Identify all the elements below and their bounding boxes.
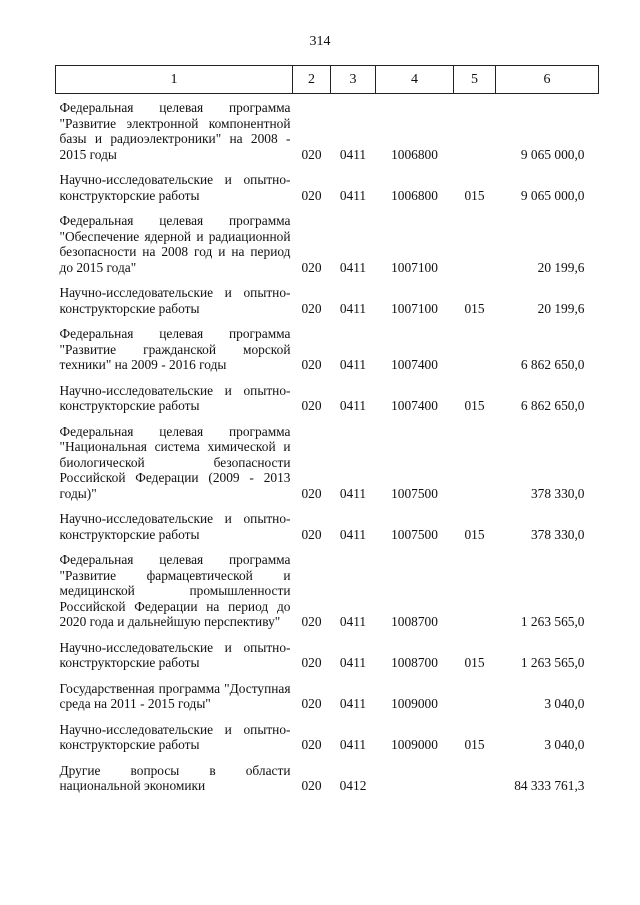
row-amount: 3 040,0 xyxy=(544,696,585,711)
row-ministry-code: 020 xyxy=(301,614,322,629)
row-amount: 20 199,6 xyxy=(537,259,585,275)
row-expense-type-code xyxy=(454,94,496,163)
table-row xyxy=(56,501,599,542)
column-header: 3 xyxy=(331,66,376,94)
row-expense-type-code xyxy=(454,414,496,502)
row-name: Научно-исследовательские и опытно-конструкторские работы xyxy=(59,382,291,413)
row-name: Федеральная целевая программа "Обеспечение ядерной и радиационной безопасности на 2008 год и на период до 2015 года" xyxy=(59,213,291,275)
row-ministry-code: 020 xyxy=(301,737,322,752)
column-header: 2 xyxy=(293,66,331,94)
row-target-article-code: 1006800 xyxy=(391,146,438,162)
table-row xyxy=(56,630,599,671)
row-expense-type-code: 015 xyxy=(464,187,485,203)
row-ministry-code: 020 xyxy=(301,300,322,316)
row-name: Федеральная целевая программа "Развитие электронной компонентной базы и радиоэлектроники" на 2008 - 2015 годы xyxy=(59,100,291,162)
row-ministry-code: 020 xyxy=(301,655,322,670)
row-name: Государственная программа "Доступная среда на 2011 - 2015 годы" xyxy=(59,680,291,711)
row-ministry-code: 020 xyxy=(301,526,322,542)
row-ministry-code: 020 xyxy=(301,778,322,793)
table-body xyxy=(56,94,599,794)
row-section-code: 0411 xyxy=(339,526,367,542)
row-amount: 1 263 565,0 xyxy=(520,655,585,670)
row-ministry-code: 020 xyxy=(301,485,322,501)
row-name: Научно-исследовательские и опытно-конструкторские работы xyxy=(59,721,291,752)
table-row xyxy=(56,203,599,275)
row-amount: 9 065 000,0 xyxy=(520,187,585,203)
row-ministry-code: 020 xyxy=(301,146,322,162)
row-name: Научно-исследовательские и опытно-конструкторские работы xyxy=(59,511,291,542)
column-header: 6 xyxy=(496,66,599,94)
row-ministry-code: 020 xyxy=(301,259,322,275)
row-section-code: 0411 xyxy=(339,485,367,501)
row-amount: 9 065 000,0 xyxy=(520,146,585,162)
row-amount: 84 333 761,3 xyxy=(514,778,585,793)
row-expense-type-code xyxy=(454,753,496,794)
row-name: Научно-исследовательские и опытно-конструкторские работы xyxy=(59,172,291,203)
row-ministry-code: 020 xyxy=(301,187,322,203)
row-expense-type-code: 015 xyxy=(464,398,485,413)
table-row xyxy=(56,94,599,163)
row-section-code: 0411 xyxy=(339,300,367,316)
row-expense-type-code xyxy=(454,671,496,712)
row-name: Федеральная целевая программа "Развитие гражданской морской техники" на 2009 - 2016 годы xyxy=(59,326,291,372)
column-header: 1 xyxy=(56,66,293,94)
row-expense-type-code xyxy=(454,542,496,630)
row-name: Федеральная целевая программа "Развитие фармацевтической и медицинской промышленности Российской Федерации на период до 2020 года и дальнейшую перспективу" xyxy=(59,552,291,629)
row-section-code: 0412 xyxy=(339,778,367,793)
table-row xyxy=(56,753,599,794)
table-row xyxy=(56,275,599,316)
row-target-article-code: 1008700 xyxy=(391,614,438,629)
row-target-article-code: 1007400 xyxy=(391,357,438,372)
row-section-code: 0411 xyxy=(339,146,367,162)
row-target-article-code: 1008700 xyxy=(391,655,438,670)
budget-table xyxy=(55,65,599,794)
row-target-article-code: 1009000 xyxy=(391,737,438,752)
row-target-article-code xyxy=(376,753,454,794)
table-row xyxy=(56,671,599,712)
table-row xyxy=(56,373,599,414)
row-expense-type-code xyxy=(454,316,496,373)
row-amount: 378 330,0 xyxy=(530,526,585,542)
row-section-code: 0411 xyxy=(339,614,367,629)
column-header: 5 xyxy=(454,66,496,94)
page-number: 314 xyxy=(309,34,331,49)
row-section-code: 0411 xyxy=(339,398,367,413)
row-amount: 3 040,0 xyxy=(544,737,585,752)
table-row xyxy=(56,712,599,753)
row-name: Федеральная целевая программа "Национальная система химической и биологической безопасности Российской Федерации (2009 - 2013 годы)" xyxy=(59,423,291,501)
row-amount: 6 862 650,0 xyxy=(520,357,585,372)
row-expense-type-code: 015 xyxy=(464,300,485,316)
row-target-article-code: 1006800 xyxy=(391,187,438,203)
row-section-code: 0411 xyxy=(339,737,367,752)
row-section-code: 0411 xyxy=(339,259,367,275)
row-ministry-code: 020 xyxy=(301,398,322,413)
row-ministry-code: 020 xyxy=(301,357,322,372)
row-expense-type-code: 015 xyxy=(464,655,485,670)
column-header: 4 xyxy=(376,66,454,94)
row-target-article-code: 1007100 xyxy=(391,300,438,316)
table-header-row xyxy=(56,66,599,94)
row-section-code: 0411 xyxy=(339,357,367,372)
row-section-code: 0411 xyxy=(339,187,367,203)
table-row xyxy=(56,162,599,203)
row-expense-type-code xyxy=(454,203,496,275)
row-target-article-code: 1009000 xyxy=(391,696,438,711)
row-name: Научно-исследовательские и опытно-конструкторские работы xyxy=(59,639,291,670)
row-amount: 6 862 650,0 xyxy=(520,398,585,413)
row-amount: 378 330,0 xyxy=(530,485,585,501)
table-row xyxy=(56,316,599,373)
row-target-article-code: 1007500 xyxy=(391,526,438,542)
row-target-article-code: 1007100 xyxy=(391,259,438,275)
table-row xyxy=(56,542,599,630)
row-section-code: 0411 xyxy=(339,696,367,711)
row-name: Научно-исследовательские и опытно-конструкторские работы xyxy=(59,285,291,316)
row-expense-type-code: 015 xyxy=(464,526,485,542)
row-section-code: 0411 xyxy=(339,655,367,670)
row-expense-type-code: 015 xyxy=(464,737,485,752)
row-target-article-code: 1007500 xyxy=(391,485,438,501)
row-amount: 1 263 565,0 xyxy=(520,614,585,629)
row-target-article-code: 1007400 xyxy=(391,398,438,413)
row-amount: 20 199,6 xyxy=(537,300,585,316)
row-ministry-code: 020 xyxy=(301,696,322,711)
row-name: Другие вопросы в области национальной экономики xyxy=(59,762,291,793)
table-row xyxy=(56,414,599,502)
